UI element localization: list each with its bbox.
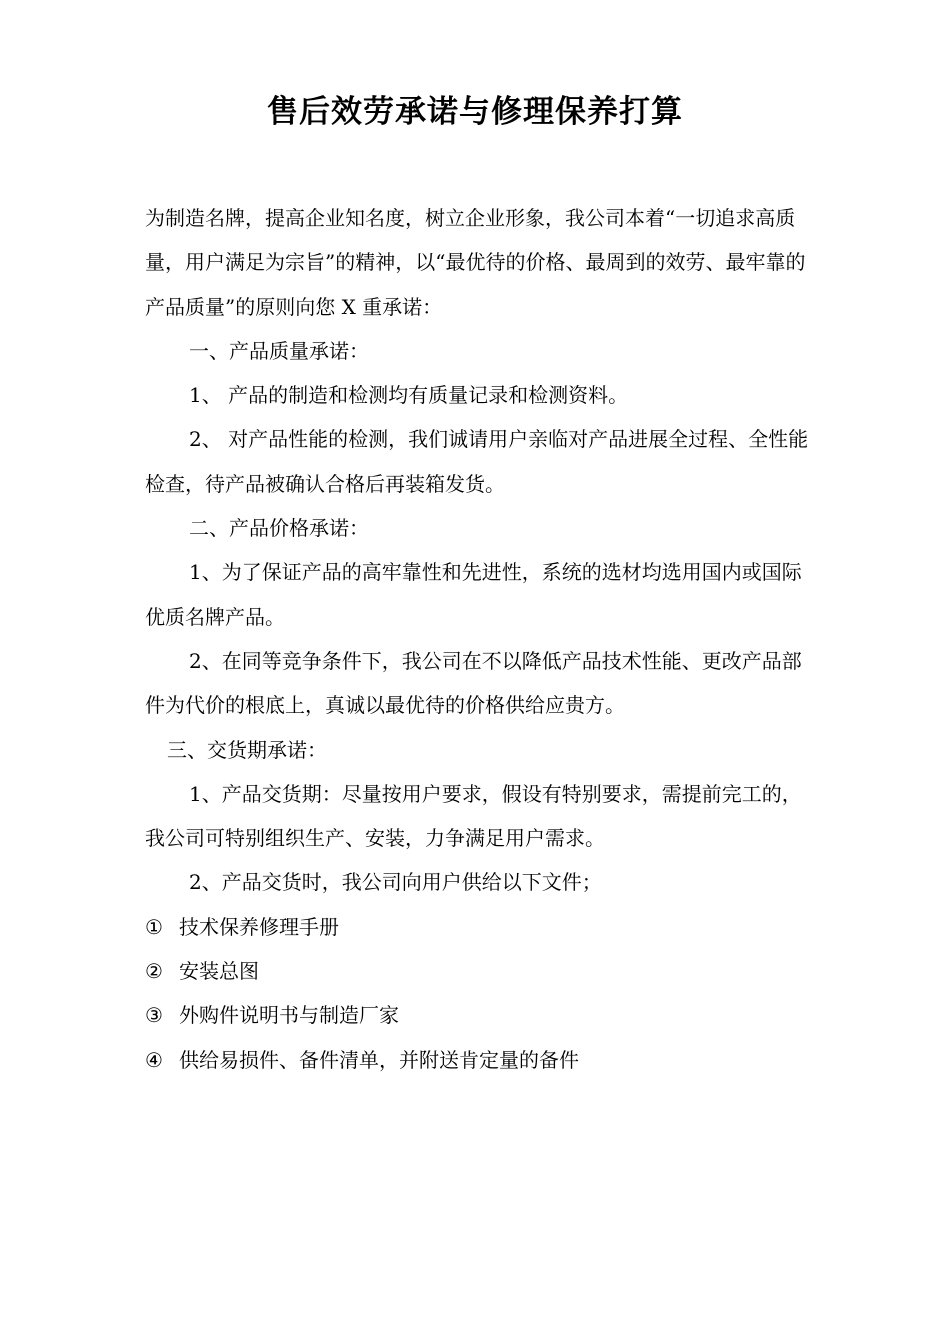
delivery-paragraph-2: 2、产品交货时，我公司向用户供给以下文件； [189,870,602,895]
section-heading-price: 二、产品价格承诺： [189,516,369,541]
list-item [145,949,817,993]
list-item [145,993,817,1037]
list-item-number: ② [145,959,163,984]
section-heading-quality: 一、产品质量承诺： [189,338,369,363]
section-heading-delivery: 三、交货期承诺： [167,737,327,762]
intro-paragraph: 为制造名牌，提高企业知名度，树立企业形象，我公司本着“一切追求高质量，用户满足为宗旨”的精神，以“最优待的价格、最周到的效劳、最牢靠的产品质量”的原则向您 X 重承诺： [145,206,806,319]
delivery-paragraph-1: 1、产品交货期：尽量按用户要求，假设有特别要求，需提前完工的，我公司可特别组织生产、安装，力争满足用户需求。 [145,781,802,851]
list-item-number: ① [145,914,163,939]
document-list [145,905,817,1082]
quality-paragraph-2: 2、 对产品性能的检测，我们诚请用户亲临对产品进展全过程、全性能检查，待产品被确认合格后再装箱发货。 [145,427,809,496]
document-title: 售后效劳承诺与修理保养打算 [267,94,683,130]
list-item-text: 技术保养修理手册 [179,914,339,939]
price-paragraph-2: 2、在同等竞争条件下，我公司在不以降低产品技术性能、更改产品部件为代价的根底上，真诚以最优待的价格供给应贵方。 [145,648,802,718]
list-item-text: 安装总图 [179,959,259,984]
list-item-number: ④ [145,1047,163,1072]
list-item [145,905,817,949]
list-item-text: 外购件说明书与制造厂家 [179,1003,399,1028]
document-body [145,196,817,1082]
quality-paragraph-1: 1、 产品的制造和检测均有质量记录和检测资料。 [189,383,629,408]
list-item-text: 供给易损件、备件清单，并附送肯定量的备件 [179,1047,579,1072]
list-item [145,1038,817,1082]
list-item-number: ③ [145,1003,163,1028]
price-paragraph-1: 1、为了保证产品的高牢靠性和先进性，系统的选材均选用国内或国际优质名牌产品。 [145,560,802,629]
